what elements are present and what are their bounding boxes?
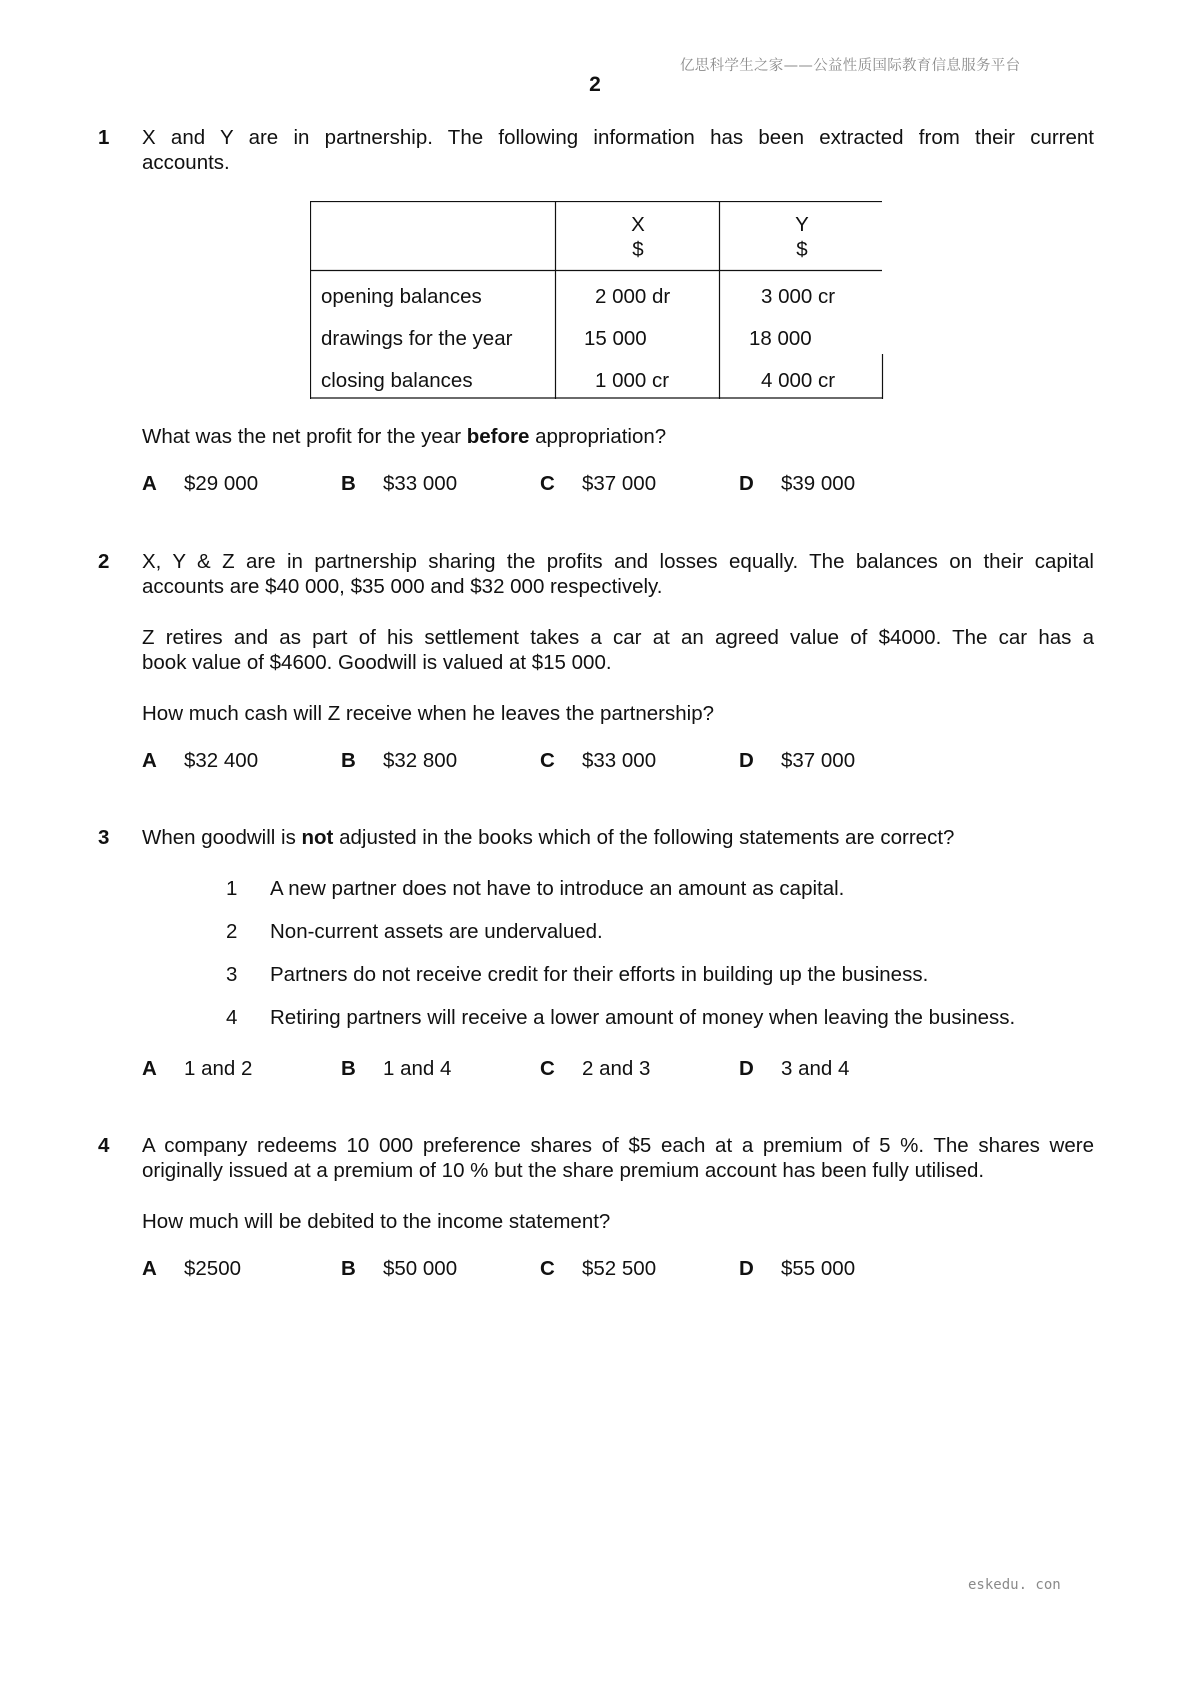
footer-site: eskedu. con xyxy=(968,1577,1061,1593)
option-c[interactable]: C 2 and 3 xyxy=(540,1057,651,1080)
question-1-options xyxy=(142,472,1042,500)
table-cell-y: 3 000 cr xyxy=(761,285,836,308)
table-row-label: opening balances xyxy=(321,285,482,308)
question-3-options xyxy=(142,1057,1042,1085)
question-3-number: 3 xyxy=(98,826,110,849)
emphasis-not: not xyxy=(301,826,334,849)
table-header-x: X xyxy=(631,213,645,236)
question-1-stem-line-1: X and Y are in partnership. The following information has been extracted from their current xyxy=(142,126,1094,149)
option-b[interactable]: B 1 and 4 xyxy=(341,1057,452,1080)
question-2-prompt: How much cash will Z receive when he leaves the partnership? xyxy=(142,702,714,725)
question-4-number: 4 xyxy=(98,1134,110,1157)
option-d[interactable]: D $37 000 xyxy=(739,749,856,772)
statement-number: 1 xyxy=(226,877,238,900)
option-c[interactable]: C $33 000 xyxy=(540,749,657,772)
table-header-y-unit: $ xyxy=(796,238,808,261)
table-cell-x: 2 000 dr xyxy=(595,285,671,308)
statement-text: A new partner does not have to introduce an amount as capital. xyxy=(270,877,845,900)
table-cell-y: 4 000 cr xyxy=(761,369,836,392)
table-row-label: closing balances xyxy=(321,369,473,392)
statement-number: 3 xyxy=(226,963,238,986)
option-b[interactable]: B $32 800 xyxy=(341,749,458,772)
statement-number: 4 xyxy=(226,1006,238,1029)
question-2-para-1-line-2: accounts are $40 000, $35 000 and $32 000 respectively. xyxy=(142,575,663,598)
option-b[interactable]: B $33 000 xyxy=(341,472,458,495)
table-header-y: Y xyxy=(795,213,809,236)
question-1-number: 1 xyxy=(98,126,110,149)
question-2-para-2-line-1: Z retires and as part of his settlement takes a car at an agreed value of $4000. The car has a xyxy=(142,626,1094,649)
table-cell-x: 1 000 cr xyxy=(595,369,670,392)
question-2-options xyxy=(142,749,1042,777)
question-2-para-1-line-1: X, Y & Z are in partnership sharing the profits and losses equally. The balances on their capital xyxy=(142,550,1094,573)
current-accounts-table xyxy=(310,201,884,399)
option-d[interactable]: D $55 000 xyxy=(739,1257,856,1280)
table-cell-x: 15 000 xyxy=(584,327,647,350)
question-4-prompt: How much will be debited to the income statement? xyxy=(142,1210,611,1233)
header-watermark: 亿思科学生之家——公益性质国际教育信息服务平台 xyxy=(680,58,1021,74)
option-a[interactable]: A $2500 xyxy=(142,1257,242,1280)
question-1-prompt: What was the net profit for the year before appropriation? xyxy=(142,425,667,448)
statement-text: Non-current assets are undervalued. xyxy=(270,920,603,943)
option-c[interactable]: C $52 500 xyxy=(540,1257,657,1280)
statement-text: Partners do not receive credit for their efforts in building up the business. xyxy=(270,963,929,986)
table-header-x-unit: $ xyxy=(632,238,644,261)
statement-text: Retiring partners will receive a lower amount of money when leaving the business. xyxy=(270,1006,1016,1029)
question-2-para-2-line-2: book value of $4600. Goodwill is valued at $15 000. xyxy=(142,651,612,674)
option-d[interactable]: D 3 and 4 xyxy=(739,1057,850,1080)
question-2-number: 2 xyxy=(98,550,110,573)
option-a[interactable]: A 1 and 2 xyxy=(142,1057,253,1080)
question-4-stem-line-1: A company redeems 10 000 preference shares of $5 each at a premium of 5 %. The shares were xyxy=(142,1134,1094,1157)
table-cell-y: 18 000 xyxy=(749,327,812,350)
option-a[interactable]: A $32 400 xyxy=(142,749,259,772)
option-d[interactable]: D $39 000 xyxy=(739,472,856,495)
table-row-label: drawings for the year xyxy=(321,327,513,350)
question-1-stem-line-2: accounts. xyxy=(142,151,230,174)
option-a[interactable]: A $29 000 xyxy=(142,472,259,495)
question-3-prompt: When goodwill is not adjusted in the books which of the following statements are correct? xyxy=(142,826,955,849)
question-4-stem-line-2: originally issued at a premium of 10 % but the share premium account has been fully utilised. xyxy=(142,1159,985,1182)
question-4-options xyxy=(142,1257,1042,1285)
statement-number: 2 xyxy=(226,920,238,943)
option-b[interactable]: B $50 000 xyxy=(341,1257,458,1280)
page-number: 2 xyxy=(589,73,601,96)
option-c[interactable]: C $37 000 xyxy=(540,472,657,495)
emphasis-before: before xyxy=(466,425,530,448)
